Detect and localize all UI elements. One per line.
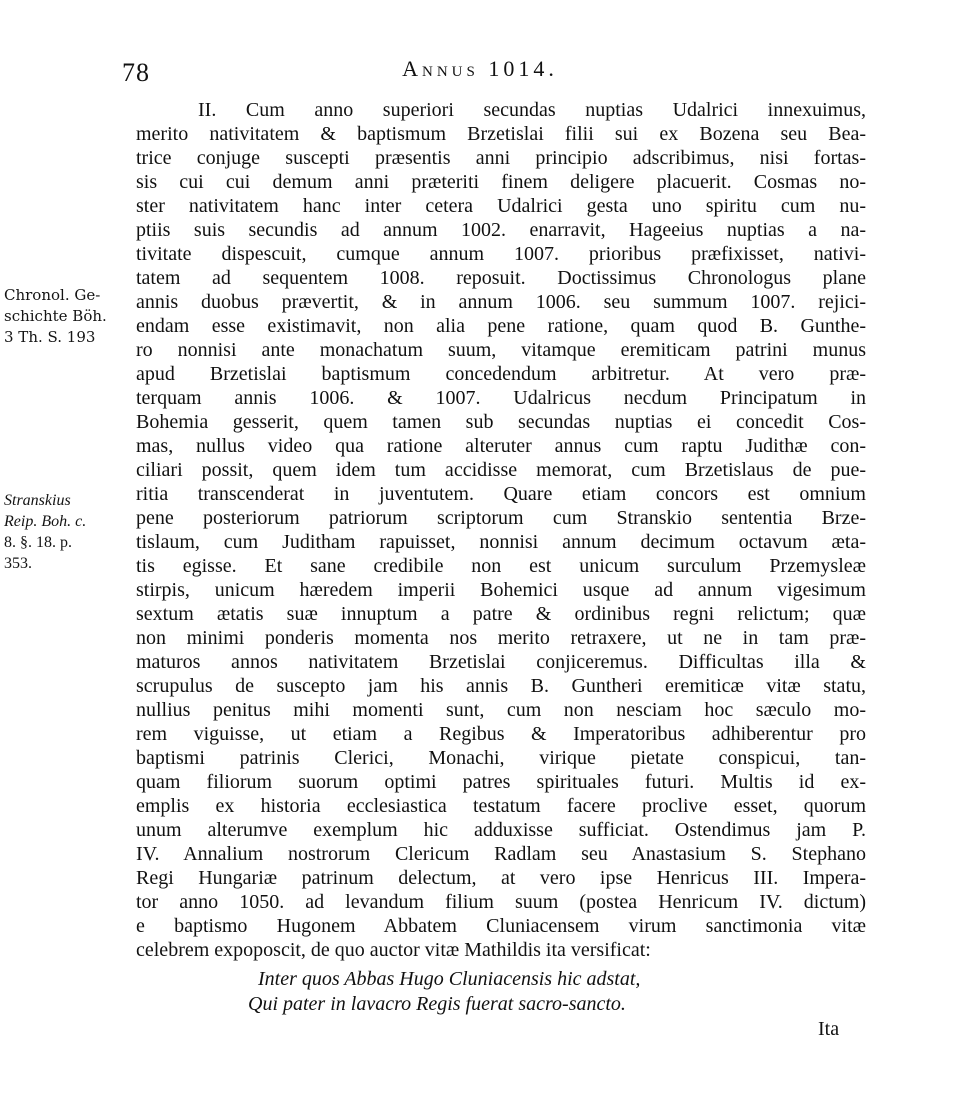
margin-note-line: 353. — [4, 555, 32, 572]
text-line: stirpis, unicum hæredem imperii Bohemici usque ad annum vigesimum — [136, 579, 866, 601]
margin-note-stranskius — [4, 490, 86, 574]
text-line: merito nativitatem & baptismum Brzetislai filii sui ex Bozena seu Bea- — [136, 123, 866, 145]
text-line: tivitate dispescuit, cumque annum 1007. prioribus præfixisset, nativi- — [136, 243, 866, 265]
verse-line: Inter quos Abbas Hugo Cluniacensis hic adstat, — [258, 968, 641, 990]
text-line: annis duobus prævertit, & in annum 1006. seu summum 1007. rejici- — [136, 291, 866, 313]
running-title: Annus 1014. — [402, 56, 558, 81]
page-number: 78 — [122, 58, 150, 87]
text-line: II. Cum anno superiori secundas nuptias Udalrici innexuimus, — [198, 99, 866, 121]
text-line: mas, nullus video qua ratione alteruter annus cum raptu Judithæ con- — [136, 435, 866, 457]
text-line: unum alterumve exemplum hic adduxisse sufficiat. Ostendimus jam P. — [136, 819, 866, 841]
text-line: non minimi ponderis momenta nos merito retraxere, ut ne in tam præ- — [136, 627, 866, 649]
margin-note-line: schichte Böh. — [4, 307, 107, 325]
verse-line: Qui pater in lavacro Regis fuerat sacro-sancto. — [248, 993, 626, 1015]
catchword: Ita — [818, 1018, 840, 1040]
margin-note-line: Stranskius — [4, 492, 71, 509]
text-line: tislaum, cum Juditham rapuisset, nonnisi annum decimum octavum æta- — [136, 531, 866, 553]
text-line: emplis ex historia ecclesiastica testatum facere proclive esset, quorum — [136, 795, 866, 817]
text-line: ster nativitatem hanc inter cetera Udalrici gesta uno spiritu cum nu- — [136, 195, 866, 217]
text-line: tis egisse. Et sane credibile non est unicum surculum Przemysleæ — [136, 555, 866, 577]
text-line: Regi Hungariæ patrinum delectum, at vero ipse Henricus III. Impera- — [136, 867, 866, 889]
text-line: ptiis suis secundis ad annum 1002. enarravit, Hageeius nuptias a na- — [136, 219, 866, 241]
text-line: nullius penitus mihi momenti sunt, cum non nesciam hoc sæculo mo- — [136, 699, 866, 721]
text-line: pene posteriorum patriorum scriptorum cum Stranskio sententia Brze- — [136, 507, 866, 529]
text-line: endam esse existimavit, non alia pene ratione, quam quod B. Gunthe- — [136, 315, 866, 337]
margin-note-line: Reip. Boh. c. — [4, 513, 87, 530]
text-line: scrupulus de suscepto jam his annis B. Guntheri eremiticæ vitæ statu, — [136, 675, 866, 697]
text-line: Bohemia gesserit, quem tamen sub secundas nuptias ei concedit Cos- — [136, 411, 866, 433]
text-line: tatem ad sequentem 1008. reposuit. Doctissimus Chronologus plane — [136, 267, 866, 289]
text-line: baptismi patrinis Clerici, Monachi, virique pietate conspicui, tan- — [136, 747, 866, 769]
text-line: terquam annis 1006. & 1007. Udalricus necdum Principatum in — [136, 387, 866, 409]
text-line: celebrem expoposcit, de quo auctor vitæ Mathildis ita versificat: — [136, 939, 651, 961]
text-line: quam filiorum suorum optimi patres spirituales futuri. Multis id ex- — [136, 771, 866, 793]
text-line: sextum ætatis suæ innuptum a patre & ordinibus regni relictum; quæ — [136, 603, 866, 625]
text-line: tor anno 1050. ad levandum filium suum (postea Henricum IV. dictum) — [136, 891, 866, 913]
margin-note-line: Chronol. Ge- — [4, 286, 101, 304]
text-line: IV. Annalium nostrorum Clericum Radlam seu Anastasium S. Stephano — [136, 843, 866, 865]
margin-note-line: 3 Th. S. 193 — [4, 328, 96, 346]
text-line: rem viguisse, ut etiam a Regibus & Imperatoribus adhiberentur pro — [136, 723, 866, 745]
text-line: e baptismo Hugonem Abbatem Cluniacensem virum sanctimonia vitæ — [136, 915, 866, 937]
text-line: ciliari possit, quem idem tum accidisse memorat, cum Brzetislaus de pue- — [136, 459, 866, 481]
text-line: sis cui cui demum anni præteriti finem deligere placuerit. Cosmas no- — [136, 171, 866, 193]
text-line: trice conjuge suscepti præsentis anni principio adscribimus, nisi fortas- — [136, 147, 866, 169]
text-line: ro nonnisi ante monachatum suum, vitamque eremiticam patrini munus — [136, 339, 866, 361]
margin-note-chronol — [4, 285, 107, 348]
text-line: apud Brzetislai baptismum concedendum arbitretur. At vero præ- — [136, 363, 866, 385]
margin-note-line: 8. §. 18. p. — [4, 534, 72, 551]
text-line: maturos annos nativitatem Brzetislai conjiceremus. Difficultas illa & — [136, 651, 866, 673]
text-line: ritia transcenderat in juventutem. Quare etiam concors est omnium — [136, 483, 866, 505]
